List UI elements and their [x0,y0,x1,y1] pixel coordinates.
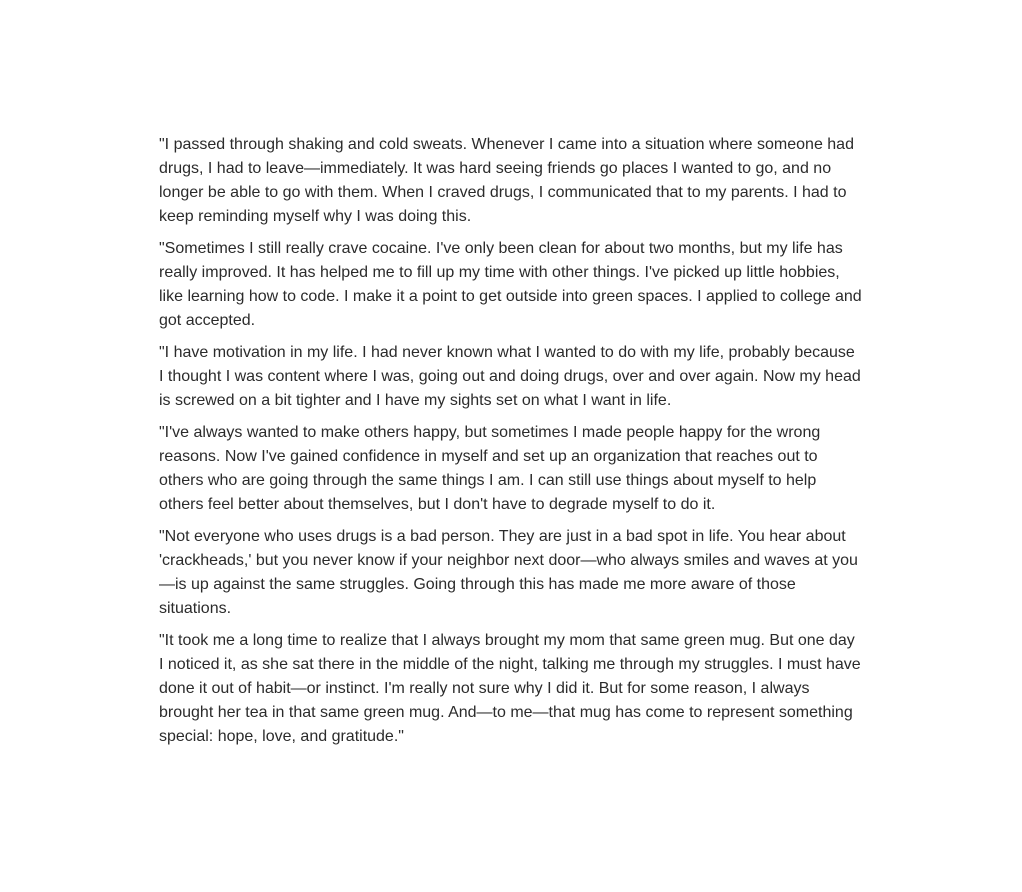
article-paragraph: "It took me a long time to realize that I always brought my mom that same green mug. But one day I noticed it, as she sat there in the middle of the night, talking me through my struggles. I must have done it out of habit—or instinct. I'm really not sure why I did it. But for some reason, I always brought her tea in that same green mug. And—to me—that mug has come to represent something special: hope, love, and gratitude." [159,632,861,745]
article-paragraph: "I've always wanted to make others happy, but sometimes I made people happy for the wrong reasons. Now I've gained confidence in myself and set up an organization that reaches out to others who are going through the same things I am. I can still use things about myself to help others feel better about themselves, but I don't have to degrade myself to do it. [159,424,821,513]
article-paragraph: "I have motivation in my life. I had never known what I wanted to do with my life, probably because I thought I was content where I was, going out and doing drugs, over and over again. Now my head is screwed on a bit tighter and I have my sights set on what I want in life. [159,344,861,409]
article-paragraph: "I passed through shaking and cold sweats. Whenever I came into a situation where someone had drugs, I had to leave—immediately. It was hard seeing friends go places I wanted to go, and no longer be able to go with them. When I craved drugs, I communicated that to my parents. I had to keep reminding myself why I was doing this. [159,136,854,225]
article-paragraph: "Not everyone who uses drugs is a bad person. They are just in a bad spot in life. You hear about 'crackheads,' but you never know if your neighbor next door—who always smiles and waves at you—is up against the same struggles. Going through this has made me more aware of those situations. [159,528,858,617]
article-body [159,133,863,757]
article-paragraph: "Sometimes I still really crave cocaine. I've only been clean for about two months, but my life has really improved. It has helped me to fill up my time with other things. I've picked up little hobbies, like learning how to code. I make it a point to get outside into green spaces. I applied to college and got accepted. [159,240,862,329]
